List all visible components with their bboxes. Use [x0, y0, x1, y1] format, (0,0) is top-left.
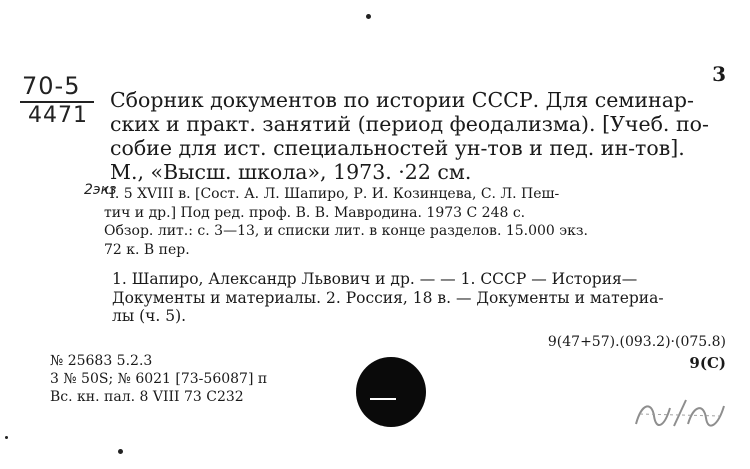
library-stamp-mark	[630, 394, 730, 434]
punch-dot-left	[5, 436, 8, 439]
volume-entry-line: Ч. 5 XVIII в. [Сост. А. Л. Шапиро, Р. И. Козинцева, С. Л. Пеш-	[104, 186, 560, 202]
punch-hole-mark	[370, 398, 396, 400]
subject-line: Документы и материалы. 2. Россия, 18 в. — Документы и материа-	[112, 288, 664, 307]
punch-dot-bottom	[118, 449, 123, 454]
call-number-line1: 70-5	[22, 72, 81, 100]
order-info	[50, 352, 267, 406]
order-line: Вс. кн. пал. 8 VIII 73 С232	[50, 389, 244, 405]
call-number-line2: 4471	[28, 103, 88, 128]
order-line: 3 № 50S; № 6021 [73-56087] п	[50, 371, 268, 387]
classification-code: 9(47+57).(093.2)·(075.8)	[547, 334, 726, 350]
main-entry-line: Сборник документов по истории СССР. Для семинар-	[110, 88, 694, 112]
handwritten-copies-note: 2экз	[84, 182, 117, 198]
volume-entry-line: тич и др.] Под ред. проф. В. В. Мавродина. 1973 С 248 с.	[104, 204, 526, 221]
volume-entry-line: Обзор. лит.: с. 3—13, и списки лит. в конце разделов. 15.000 экз.	[104, 223, 588, 239]
volume-entry	[104, 185, 734, 259]
punch-hole	[356, 357, 426, 427]
volume-entry-line: 72 к. В пер.	[104, 241, 190, 258]
main-entry-line: М., «Высш. школа», 1973. ·22 см.	[110, 160, 472, 184]
main-entry-line: собие для ист. специальностей ун-тов и пед. ин-тов].	[110, 136, 685, 160]
main-entry	[110, 88, 735, 184]
main-entry-line: ских и практ. занятий (период феодализма). [Учеб. по-	[110, 112, 709, 136]
order-line: № 25683 5.2.3	[50, 353, 153, 369]
classification-short: 9(C)	[689, 354, 726, 372]
subject-line: лы (ч. 5).	[112, 307, 187, 325]
subject-line: 1. Шапиро, Александр Львович и др. — — 1. СССР — История—	[112, 270, 638, 288]
page-number: 3	[712, 62, 726, 86]
subject-headings	[112, 270, 742, 326]
punch-dot-top	[366, 14, 371, 19]
